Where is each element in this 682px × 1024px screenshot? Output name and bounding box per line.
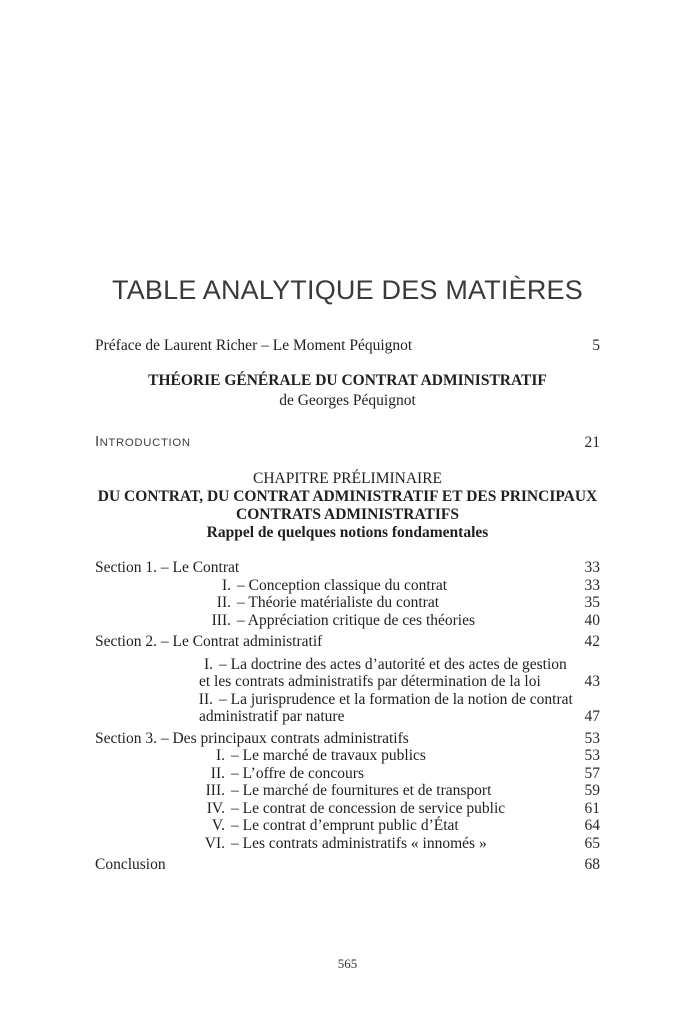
toc-subentry-numeral: IV. [206,799,225,817]
toc-subentry-numeral: VI. [204,834,225,852]
toc-subentry-numeral: II. [216,594,231,611]
introduction-initial: I [95,433,100,450]
chapter-kicker: CHAPITRE PRÉLIMINAIRE [252,470,442,487]
toc-subentry [95,577,600,595]
toc-page-number: 64 [584,817,600,834]
toc-subentry-text: – L’offre de concours [231,764,364,782]
toc-subentry [95,747,600,765]
toc-section-label: Section 1. – Le Contrat [95,559,240,576]
preface-page-number: 5 [592,337,600,354]
toc-section-row [95,559,600,577]
toc-page-number: 53 [584,747,600,764]
toc-page-number: 40 [584,611,600,629]
page-title: TABLE ANALYTIQUE DES MATIÈRES [112,275,583,305]
introduction-label [95,433,191,452]
preface-label: Préface de Laurent Richer – Le Moment Péquignot [95,337,413,354]
toc-page-number: 68 [584,856,600,873]
chapter-title-line1: DU CONTRAT, DU CONTRAT ADMINISTRATIF ET DES PRINCIPAUX [97,488,598,505]
toc-subentry-text: – Appréciation critique de ces théories [237,611,476,629]
toc-subentry-numeral: II. [210,764,225,782]
toc-subentry [95,835,600,853]
toc-subentry-numeral: I. [203,655,213,673]
conclusion-label: Conclusion [95,856,166,873]
page-content [95,0,600,874]
toc-subentry-text: – Le marché de fournitures et de transport [231,782,492,799]
toc-subentry-numeral: I. [215,747,225,764]
chapter-title-line2: CONTRATS ADMINISTRATIFS [236,506,459,523]
toc-subentry [95,594,600,612]
toc-page-number: 57 [584,764,600,782]
toc-subentry-text: – Le marché de travaux publics [231,747,426,764]
introduction-smallcaps: NTRODUCTION [99,437,191,449]
toc-section-row [95,633,600,651]
table-of-contents [95,559,600,874]
toc-subentry-numeral: I. [221,576,231,594]
toc-subentry-text: – Le contrat d’emprunt public d’État [231,817,459,834]
toc-subentry-text: – La doctrine des actes d’autorité et des actes de gestion [219,655,567,673]
toc-subentry-text-continuation: et les contrats administratifs par détermination de la loi [199,673,541,690]
toc-subentry-text: – Le contrat de concession de service public [231,799,506,817]
toc-page-number: 53 [584,729,600,747]
toc-page-number: 65 [584,834,600,852]
introduction-entry [95,433,600,452]
toc-subentry-text: – Les contrats administratifs « innomés » [231,834,487,852]
toc-subentry [95,782,600,800]
toc-subentry [95,612,600,630]
toc-subentry-numeral: III. [211,611,231,629]
toc-page-number: 42 [584,633,600,650]
toc-page-number: 33 [584,576,600,594]
toc-subentry-text: – Théorie matérialiste du contrat [237,594,439,611]
toc-subentry [95,817,600,835]
toc-subentry-text-continuation: administratif par nature [199,708,345,725]
toc-page-number: 61 [584,799,600,817]
toc-subentry-numeral: II. [198,690,213,708]
page-folio: 565 [337,956,358,971]
toc-section-row [95,730,600,748]
toc-subentry [95,765,600,783]
toc-subentry-numeral: III. [205,782,225,799]
toc-page-number: 47 [584,708,600,725]
toc-subentry [95,691,600,726]
toc-subentry [95,656,600,691]
toc-page-number: 43 [584,673,600,690]
toc-section-label: Section 2. – Le Contrat administratif [95,633,323,650]
introduction-page-number: 21 [584,434,600,451]
preface-entry [95,336,600,356]
toc-page-number: 35 [584,594,600,611]
toc-subentry-numeral: V. [211,817,225,834]
work-title: THÉORIE GÉNÉRALE DU CONTRAT ADMINISTRATIF [148,372,547,389]
toc-subentry-text: – Conception classique du contrat [237,576,448,594]
toc-section-label: Section 3. – Des principaux contrats administratifs [95,729,409,747]
toc-page-number: 59 [584,782,600,799]
conclusion-row [95,856,600,874]
toc-subentry [95,800,600,818]
toc-page-number: 33 [584,559,600,576]
chapter-heading [95,470,600,542]
chapter-subtitle: Rappel de quelques notions fondamentales [206,524,489,541]
toc-subentry-text: – La jurisprudence et la formation de la notion de contrat [219,690,573,708]
work-author: de Georges Péquignot [279,392,416,409]
